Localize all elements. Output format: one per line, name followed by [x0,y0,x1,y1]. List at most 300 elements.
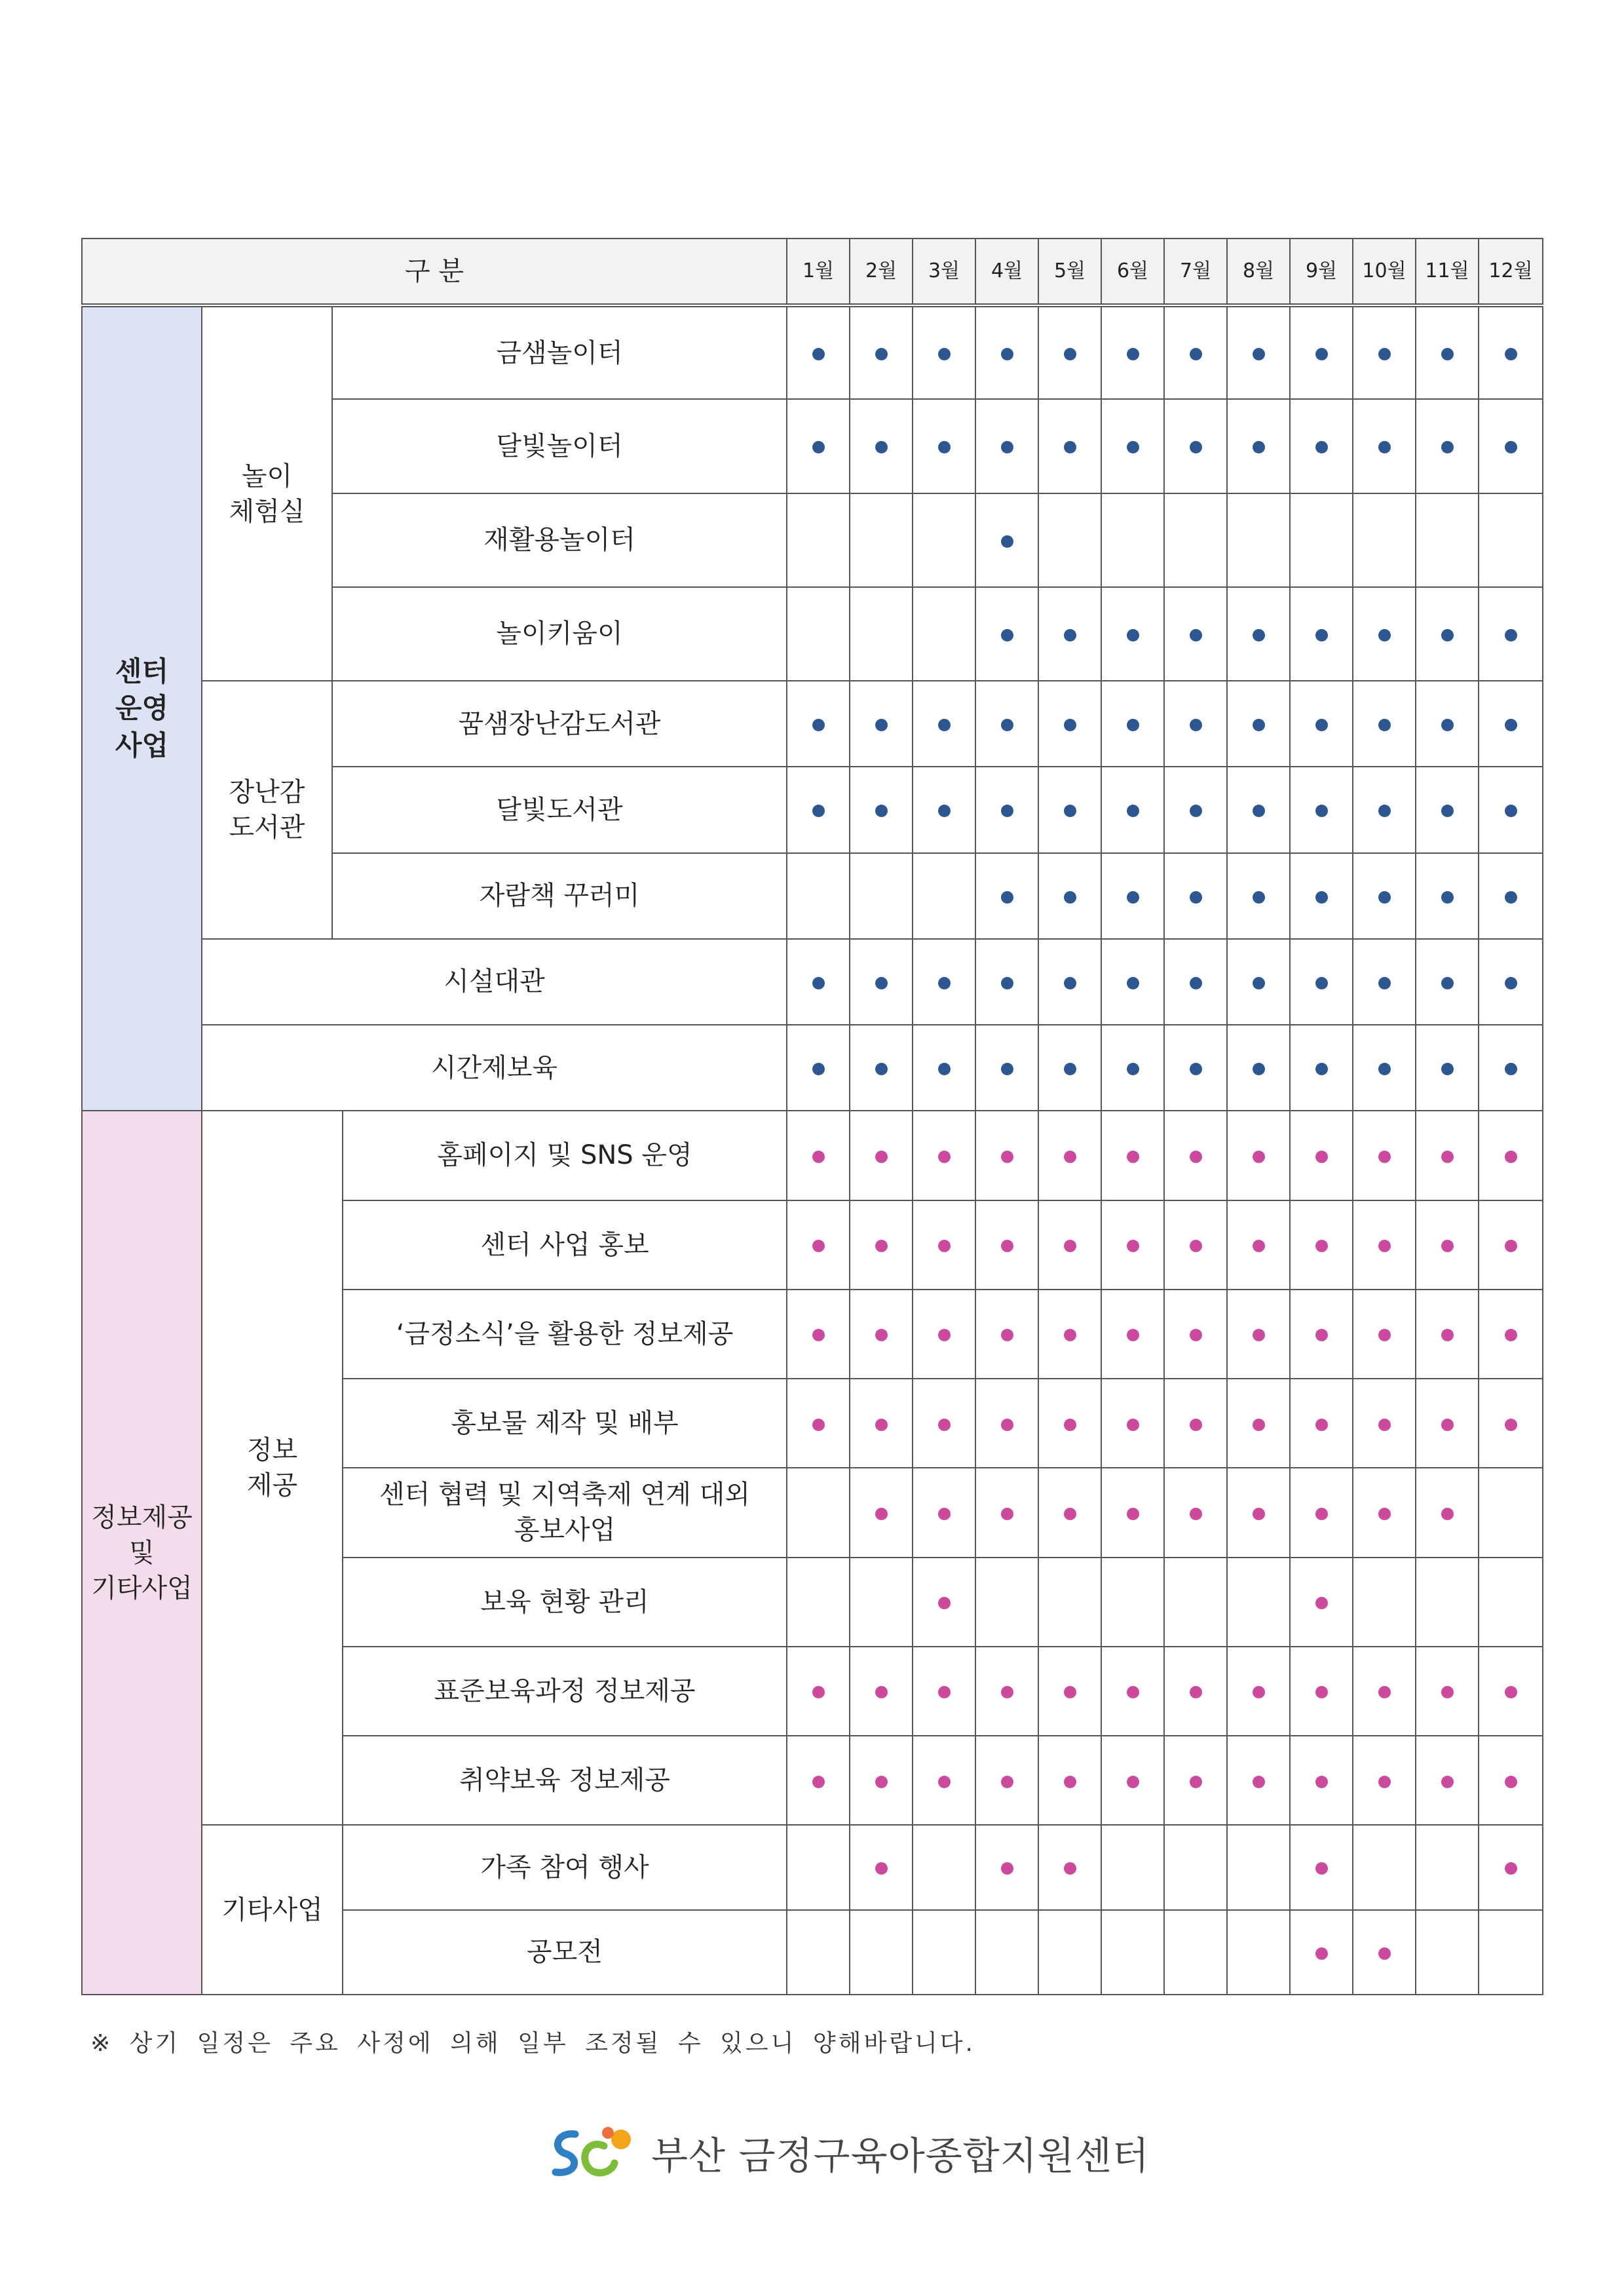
month-cell [913,1647,975,1736]
month-cell [1479,493,1543,587]
scheduled-dot-icon [1127,348,1139,360]
month-cell [1038,1290,1101,1379]
month-cell [850,1910,913,1995]
item-cell [343,1558,787,1647]
month-cell [787,305,850,399]
scheduled-dot-icon [1001,441,1013,453]
scheduled-dot-icon [1315,1240,1328,1252]
scheduled-dot-icon [1505,719,1517,731]
month-cell [1416,1558,1479,1647]
month-cell [1164,1290,1227,1379]
scheduled-dot-icon [812,441,825,453]
scheduled-dot-icon [1378,1329,1391,1341]
scheduled-dot-icon [1190,348,1202,360]
scheduled-dot-icon [1505,1686,1517,1698]
scheduled-dot-icon [812,1419,825,1431]
month-cell [850,939,913,1025]
month-cell [1290,939,1353,1025]
scheduled-dot-icon [1064,1776,1076,1788]
scheduled-dot-icon [1127,1063,1139,1075]
scheduled-dot-icon [1001,805,1013,817]
month-cell [1479,399,1543,493]
scheduled-dot-icon [875,805,888,817]
schedule-row [82,681,1543,767]
month-cell [1101,1825,1164,1909]
scheduled-dot-icon [1190,977,1202,989]
month-cell [1101,1558,1164,1647]
scheduled-dot-icon [1001,1419,1013,1431]
month-cell [913,1825,975,1909]
month-cell [787,1200,850,1290]
scheduled-dot-icon [1315,1329,1328,1341]
schedule-row [82,1111,1543,1200]
month-cell [1101,587,1164,681]
scheduled-dot-icon [1315,1776,1328,1788]
month-cell [1101,1379,1164,1468]
item-label: 재활용놀이터 [483,525,635,556]
month-cell [975,1468,1038,1557]
scheduled-dot-icon [1378,805,1391,817]
month-cell [1416,1647,1479,1736]
item-label: 달빛놀이터 [496,430,623,461]
scheduled-dot-icon [938,1508,951,1520]
month-cell [850,853,913,939]
month-cell [1479,939,1543,1025]
item-label: 시설대관 [444,966,545,997]
month-cell [1038,399,1101,493]
scheduled-dot-icon [875,348,888,360]
scheduled-dot-icon [1064,1508,1076,1520]
scheduled-dot-icon [1441,891,1454,904]
scheduled-dot-icon [1064,805,1076,817]
scheduled-dot-icon [1001,719,1013,731]
month-cell [1290,1379,1353,1468]
month-cell [1290,681,1353,767]
scheduled-dot-icon [1127,977,1139,989]
scheduled-dot-icon [938,719,951,731]
month-cell [1416,1379,1479,1468]
item-label: 취약보육 정보제공 [459,1765,670,1796]
month-cell [1164,1736,1227,1825]
month-cell [1101,681,1164,767]
month-cell [913,939,975,1025]
month-cell [1353,767,1416,852]
month-cell [787,1290,850,1379]
scheduled-dot-icon [1315,977,1328,989]
item-cell [343,1290,787,1379]
month-cell [975,853,1038,939]
scheduled-dot-icon [875,1686,888,1698]
month-cell [913,1111,975,1200]
month-cell [913,1468,975,1557]
item-label: 홍보물 제작 및 배부 [451,1408,679,1439]
month-cell [787,939,850,1025]
scheduled-dot-icon [1441,1151,1454,1163]
month-cell [787,493,850,587]
scheduled-dot-icon [1190,805,1202,817]
group-cell [202,681,332,939]
category-header: 구 분 [82,239,787,305]
item-cell [202,1025,787,1111]
month-cell [1101,493,1164,587]
scheduled-dot-icon [1505,1063,1517,1075]
group-cell [202,305,332,681]
scheduled-dot-icon [1064,1686,1076,1698]
month-cell [1353,1111,1416,1200]
month-cell [850,681,913,767]
month-cell [913,305,975,399]
scheduled-dot-icon [812,977,825,989]
item-cell [332,399,787,493]
scheduled-dot-icon [1127,1686,1139,1698]
scheduled-dot-icon [938,1686,951,1698]
month-cell [1353,1379,1416,1468]
scheduled-dot-icon [1441,805,1454,817]
month-cell [975,1825,1038,1909]
month-cell [1290,1910,1353,1995]
annual-schedule-table [81,238,1543,1995]
scheduled-dot-icon [1441,719,1454,731]
scheduled-dot-icon [1127,1508,1139,1520]
scheduled-dot-icon [1441,348,1454,360]
month-cell [1479,1910,1543,1995]
month-header: 9월 [1290,239,1353,305]
scheduled-dot-icon [1505,1151,1517,1163]
month-cell [975,1111,1038,1200]
scheduled-dot-icon [1001,1151,1013,1163]
month-cell [1101,853,1164,939]
month-cell [1038,1558,1101,1647]
month-cell [787,1558,850,1647]
month-cell [787,399,850,493]
item-cell [343,1736,787,1825]
scheduled-dot-icon [1127,719,1139,731]
month-cell [1479,587,1543,681]
month-cell [1416,1111,1479,1200]
scheduled-dot-icon [875,719,888,731]
scheduled-dot-icon [1064,891,1076,904]
scheduled-dot-icon [875,1776,888,1788]
scheduled-dot-icon [1441,1063,1454,1075]
month-cell [1227,305,1290,399]
month-header: 8월 [1227,239,1290,305]
month-cell [1479,1736,1543,1825]
scheduled-dot-icon [1001,1508,1013,1520]
scheduled-dot-icon [1378,441,1391,453]
section-label: 정보제공 및 기타사업 [91,1502,193,1603]
scheduled-dot-icon [875,441,888,453]
scheduled-dot-icon [1505,805,1517,817]
scheduled-dot-icon [1253,348,1265,360]
month-cell [1164,1558,1227,1647]
scheduled-dot-icon [1315,1597,1328,1609]
scheduled-dot-icon [1064,1151,1076,1163]
month-cell [1227,1290,1290,1379]
month-cell [1101,1290,1164,1379]
scheduled-dot-icon [1378,719,1391,731]
month-cell [1353,939,1416,1025]
footer [544,2116,1150,2189]
scheduled-dot-icon [938,1240,951,1252]
scheduled-dot-icon [875,1862,888,1875]
scheduled-dot-icon [1253,977,1265,989]
month-cell [913,587,975,681]
scheduled-dot-icon [1505,1776,1517,1788]
scheduled-dot-icon [1315,1686,1328,1698]
month-header: 1월 [787,239,850,305]
scheduled-dot-icon [1505,1862,1517,1875]
month-cell [1290,587,1353,681]
scheduled-dot-icon [875,1329,888,1341]
item-label: 놀이키움이 [496,619,623,649]
month-cell [787,1647,850,1736]
month-cell [1227,767,1290,852]
scheduled-dot-icon [812,1063,825,1075]
scheduled-dot-icon [1378,1947,1391,1960]
month-cell [1101,1736,1164,1825]
scheduled-dot-icon [1441,977,1454,989]
month-cell [850,1647,913,1736]
scheduled-dot-icon [1001,1329,1013,1341]
scheduled-dot-icon [1190,891,1202,904]
scheduled-dot-icon [1127,1419,1139,1431]
month-cell [1038,1200,1101,1290]
month-header: 4월 [975,239,1038,305]
month-cell [1038,493,1101,587]
month-cell [1164,1379,1227,1468]
scheduled-dot-icon [1064,1240,1076,1252]
month-cell [1164,493,1227,587]
month-cell [1290,399,1353,493]
month-cell [1038,853,1101,939]
scheduled-dot-icon [1001,1240,1013,1252]
scheduled-dot-icon [1127,1240,1139,1252]
scheduled-dot-icon [1127,1329,1139,1341]
scheduled-dot-icon [1001,1862,1013,1875]
group-label: 정보 제공 [246,1435,298,1501]
month-cell [1227,1025,1290,1111]
month-cell [850,1825,913,1909]
item-cell [332,305,787,399]
month-cell [1227,1910,1290,1995]
month-cell [1353,681,1416,767]
month-cell [1101,939,1164,1025]
month-cell [1416,1736,1479,1825]
item-cell [343,1647,787,1736]
month-cell [975,1200,1038,1290]
month-cell [787,587,850,681]
month-cell [1479,1025,1543,1111]
scheduled-dot-icon [875,1419,888,1431]
month-cell [1227,681,1290,767]
month-cell [1164,1111,1227,1200]
month-cell [1416,1290,1479,1379]
item-label: 공모전 [527,1937,603,1968]
month-cell [1164,1910,1227,1995]
scheduled-dot-icon [1441,629,1454,641]
item-label: 달빛도서관 [496,794,623,825]
scheduled-dot-icon [1064,1419,1076,1431]
month-cell [1416,305,1479,399]
month-cell [975,1910,1038,1995]
scheduled-dot-icon [1378,1063,1391,1075]
month-cell [1101,1200,1164,1290]
scheduled-dot-icon [1127,1151,1139,1163]
scheduled-dot-icon [1127,805,1139,817]
month-cell [1227,1379,1290,1468]
month-cell [1038,1910,1101,1995]
scheduled-dot-icon [1001,977,1013,989]
scheduled-dot-icon [1190,1776,1202,1788]
month-cell [1353,1825,1416,1909]
month-cell [1101,1025,1164,1111]
scheduled-dot-icon [938,441,951,453]
scheduled-dot-icon [1064,719,1076,731]
item-label: 홈페이지 및 SNS 운영 [437,1140,692,1171]
scheduled-dot-icon [1505,891,1517,904]
scheduled-dot-icon [1441,1329,1454,1341]
scheduled-dot-icon [1253,805,1265,817]
month-cell [975,587,1038,681]
month-cell [787,1025,850,1111]
scheduled-dot-icon [1190,1151,1202,1163]
scheduled-dot-icon [875,1508,888,1520]
month-cell [1101,1468,1164,1557]
section-cell [82,305,202,1111]
month-cell [975,493,1038,587]
scheduled-dot-icon [1378,1240,1391,1252]
month-cell [1227,1736,1290,1825]
scheduled-dot-icon [1064,977,1076,989]
month-cell [1290,1290,1353,1379]
month-cell [1227,939,1290,1025]
scheduled-dot-icon [1505,629,1517,641]
month-cell [1353,587,1416,681]
month-cell [787,1736,850,1825]
scheduled-dot-icon [875,1151,888,1163]
month-cell [787,1111,850,1200]
item-cell [343,1200,787,1290]
scheduled-dot-icon [1505,1329,1517,1341]
scheduled-dot-icon [1441,441,1454,453]
scheduled-dot-icon [1001,535,1013,548]
month-cell [1479,1647,1543,1736]
month-cell [1353,1025,1416,1111]
section-cell [82,1111,202,1995]
scheduled-dot-icon [1253,1063,1265,1075]
month-cell [1416,399,1479,493]
item-label: 센터 사업 홍보 [480,1229,649,1260]
schedule-row [82,1025,1543,1111]
month-cell [787,681,850,767]
scheduled-dot-icon [1001,891,1013,904]
scheduled-dot-icon [1378,348,1391,360]
month-cell [1416,1825,1479,1909]
month-cell [1164,767,1227,852]
scheduled-dot-icon [1441,1776,1454,1788]
scheduled-dot-icon [812,348,825,360]
item-label: 꿈샘장난감도서관 [458,708,661,739]
scheduled-dot-icon [1505,348,1517,360]
scheduled-dot-icon [1315,348,1328,360]
scheduled-dot-icon [1378,1686,1391,1698]
group-cell [202,1111,343,1825]
month-cell [1353,1558,1416,1647]
month-cell [1227,1468,1290,1557]
month-cell [1353,853,1416,939]
scheduled-dot-icon [1441,1240,1454,1252]
month-cell [1038,1111,1101,1200]
scheduled-dot-icon [1253,1508,1265,1520]
month-cell [1101,1910,1164,1995]
month-cell [1038,1379,1101,1468]
scheduled-dot-icon [1441,1419,1454,1431]
group-label: 기타사업 [221,1894,323,1925]
month-cell [975,305,1038,399]
scheduled-dot-icon [1064,629,1076,641]
month-cell [1353,399,1416,493]
month-header: 5월 [1038,239,1101,305]
month-cell [787,853,850,939]
month-cell [975,767,1038,852]
item-label: 가족 참여 행사 [480,1852,649,1883]
month-cell [1164,399,1227,493]
org-name: 부산 금정구육아종합지원센터 [651,2133,1150,2178]
scheduled-dot-icon [1001,629,1013,641]
scheduled-dot-icon [938,977,951,989]
month-cell [1164,1825,1227,1909]
month-cell [1290,1111,1353,1200]
month-cell [1038,1647,1101,1736]
month-cell [1038,305,1101,399]
scheduled-dot-icon [1315,629,1328,641]
month-cell [1101,1647,1164,1736]
schedule-note: ※ 상기 일정은 주요 사정에 의해 일부 조정될 수 있으니 양해바랍니다. [90,2030,975,2057]
item-cell [332,853,787,939]
scheduled-dot-icon [938,1151,951,1163]
month-cell [1164,853,1227,939]
month-cell [850,1025,913,1111]
month-cell [1164,587,1227,681]
month-cell [1038,767,1101,852]
scheduled-dot-icon [1253,1686,1265,1698]
month-cell [1290,1200,1353,1290]
month-cell [1038,1825,1101,1909]
scheduled-dot-icon [1127,891,1139,904]
scheduled-dot-icon [1253,1240,1265,1252]
item-cell [332,767,787,852]
month-cell [1038,1736,1101,1825]
month-cell [1101,767,1164,852]
month-cell [913,1736,975,1825]
month-cell [913,1025,975,1111]
scheduled-dot-icon [1190,719,1202,731]
month-cell [1479,1111,1543,1200]
scheduled-dot-icon [1190,629,1202,641]
month-cell [1164,939,1227,1025]
month-cell [975,1647,1038,1736]
scheduled-dot-icon [1190,1063,1202,1075]
scheduled-dot-icon [1315,1862,1328,1875]
month-cell [1353,1200,1416,1290]
month-cell [850,1379,913,1468]
scheduled-dot-icon [1001,1686,1013,1698]
scheduled-dot-icon [1315,1419,1328,1431]
month-cell [1416,493,1479,587]
item-cell [343,1111,787,1200]
month-cell [1227,1200,1290,1290]
scheduled-dot-icon [938,1329,951,1341]
